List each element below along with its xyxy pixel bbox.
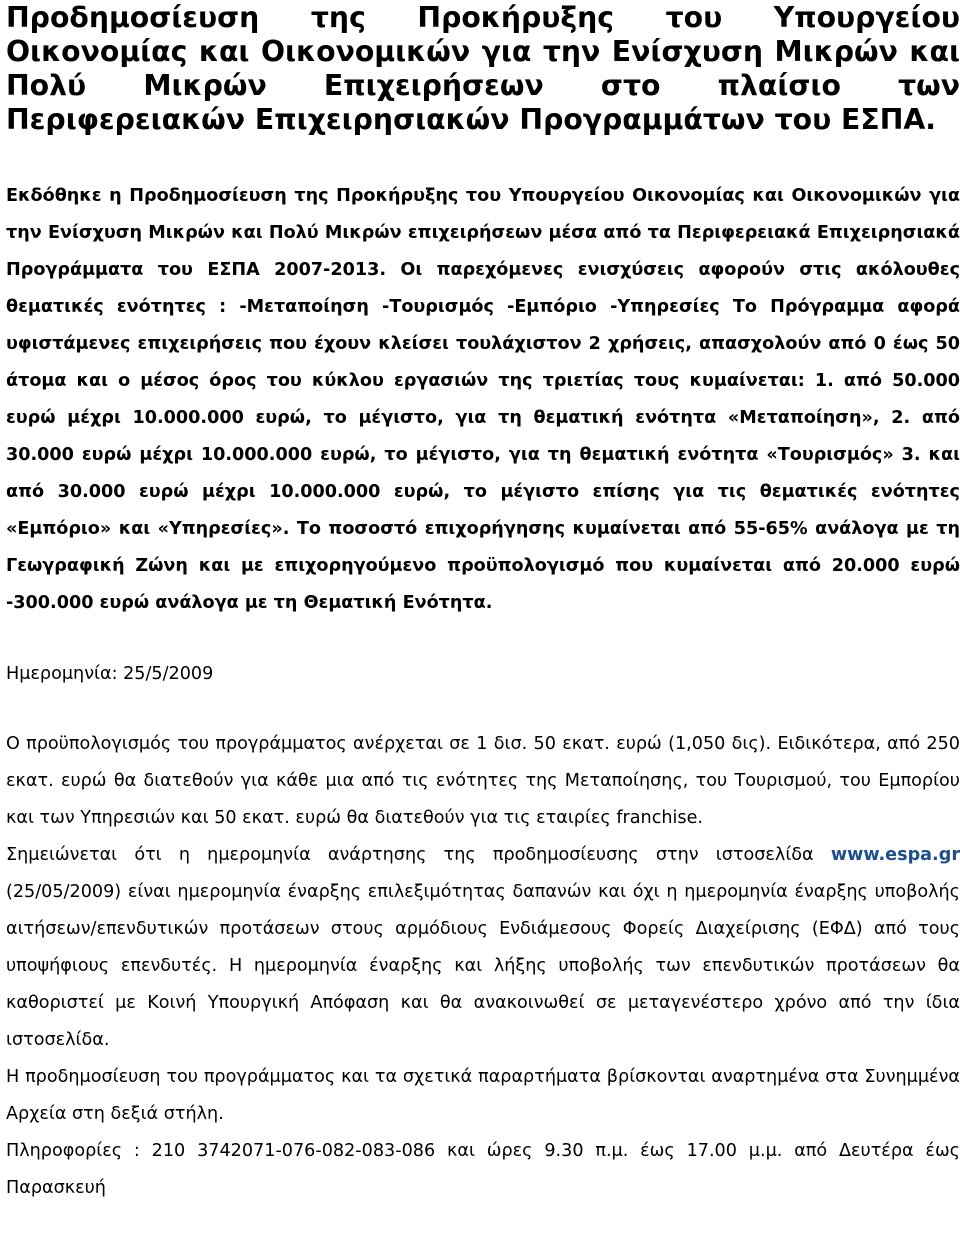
contact-info: Πληροφορίες : 210 3742071-076-082-083-086 και ώρες 9.30 π.μ. έως 17.00 μ.μ. από Δευτέρα έως Παρασκευή: [6, 1141, 960, 1198]
page-title: Προδημοσίευση της Προκήρυξης του Υπουργείου Οικονομίας και Οικονομικών για την Ενίσχυση Μικρών και Πολύ Μικρών Επιχειρήσεων στο πλαίσιο των Περιφερειακών Επιχειρησιακών Προγραμμάτων του ΕΣΠΑ.: [6, 1, 960, 136]
note-text-before-link: Σημειώνεται ότι η ημερομηνία ανάρτησης της προδημοσίευσης στην ιστοσελίδα: [6, 845, 814, 865]
budget-paragraph: Ο προϋπολογισμός του προγράμματος ανέρχεται σε 1 δισ. 50 εκατ. ευρώ (1,050 δις). Ειδικότερα, από 250 εκατ. ευρώ θα διατεθούν για κάθε μια από τις ενότητες της Μεταποίησης, του Τουρισμού, του Εμπορίου και των Υπηρεσιών και 50 εκατ. ευρώ θα διατεθούν για τις εταιρίες franchise.: [6, 734, 960, 828]
lead-paragraph: Εκδόθηκε η Προδημοσίευση της Προκήρυξης του Υπουργείου Οικονομίας και Οικονομικών για την Ενίσχυση Μικρών και Πολύ Μικρών επιχειρήσεων μέσα από τα Περιφερειακά Επιχειρησιακά Προγράμματα του ΕΣΠΑ 2007-2013. Οι παρεχόμενες ενισχύσεις αφορούν στις ακόλουθες θεματικές ενότητες : -Μεταποίηση -Τουρισμός -Εμπόριο -Υπηρεσίες Το Πρόγραμμα αφορά υφιστάμενες επιχειρήσεις που έχουν κλείσει τουλάχιστον 2 χρήσεις, απασχολούν από 0 έως 50 άτομα και ο μέσος όρος του κύκλου εργασιών της τριετίας τους κυμαίνεται: 1. από 50.000 ευρώ μέχρι 10.000.000 ευρώ, το μέγιστο, για τη θεματική ενότητα «Μεταποίηση», 2. από 30.000 ευρώ μέχρι 10.000.000 ευρώ, το μέγιστο, για τη θεματική ενότητα «Τουρισμός» 3. και από 30.000 ευρώ μέχρι 10.000.000 ευρώ, το μέγιστο επίσης για τις θεματικές ενότητες «Εμπόριο» και «Υπηρεσίες». Το ποσοστό επιχορήγησης κυμαίνεται από 55-65% ανάλογα με τη Γεωγραφική Ζώνη και με επιχορηγούμενο προϋπολογισμό που κυμαίνεται από 20.000 ευρώ -300.000 ευρώ ανάλογα με τη Θεματική Ενότητα.: [6, 186, 960, 613]
espa-link[interactable]: www.espa.gr: [830, 845, 960, 865]
eligibility-paragraph: [6, 837, 960, 1059]
publication-date: Ημερομηνία: 25/5/2009: [6, 664, 214, 684]
attachments-paragraph: Η προδημοσίευση του προγράμματος και τα σχετικά παραρτήματα βρίσκονται αναρτημένα στα Συνημμένα Αρχεία στη δεξιά στήλη.: [6, 1067, 960, 1124]
note-text-after-link: (25/05/2009) είναι ημερομηνία έναρξης επιλεξιμότητας δαπανών και όχι η ημερομηνία έναρξης υποβολής αιτήσεων/επενδυτικών προτάσεων στους αρμόδιους Ενδιάμεσους Φορείς Διαχείρισης (ΕΦΔ) από τους υποψήφιους επενδυτές. Η ημερομηνία έναρξης και λήξης υποβολής των επενδυτικών προτάσεων θα καθοριστεί με Κοινή Υπουργική Απόφαση και θα ανακοινωθεί σε μεταγενέστερο χρόνο από την ίδια ιστοσελίδα.: [6, 882, 960, 1050]
article: [6, 0, 960, 1207]
